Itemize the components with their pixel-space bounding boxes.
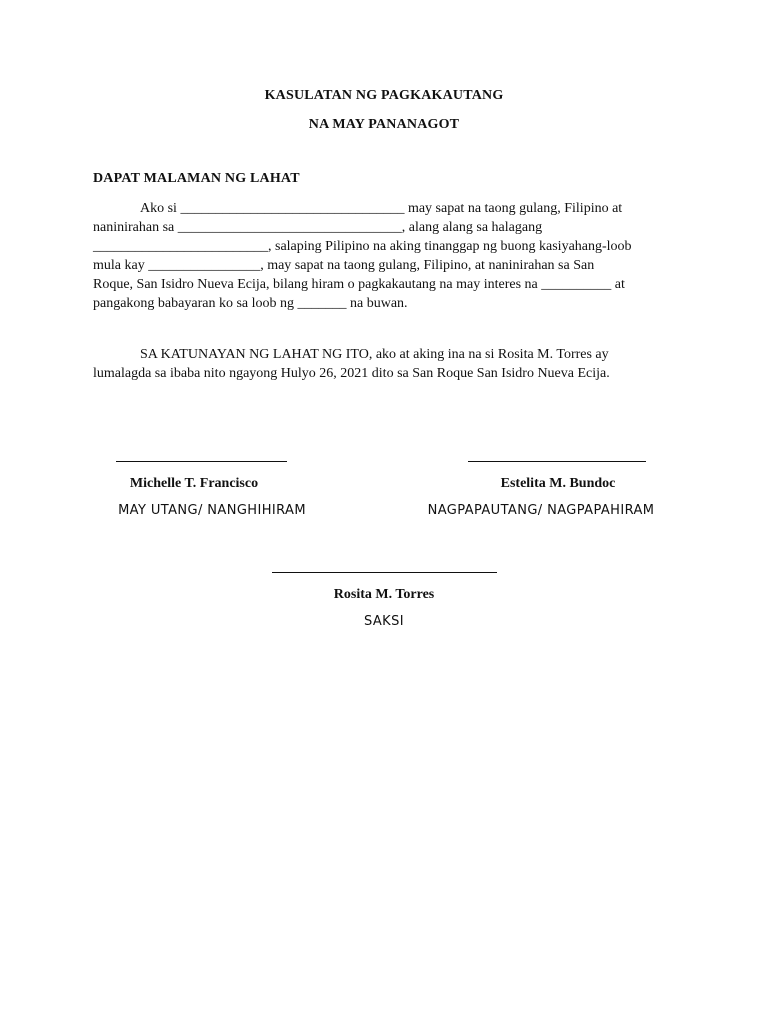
witness-role: SAKSI [364,614,404,629]
borrower-name: Michelle T. Francisco [129,476,259,491]
witness-signature-line [272,572,497,573]
attestation-paragraph [93,345,683,383]
witness-name: Rosita M. Torres [333,587,435,602]
borrower-role: MAY UTANG/ NANGHIHIRAM [118,503,306,518]
document-title: KASULATAN NG PAGKAKAUTANG [264,88,504,103]
document-subtitle: NA MAY PANANAGOT [308,117,460,132]
paragraph-line: _________________________, salaping Pilipino na aking tinanggap ng buong kasiyahang-loob [93,239,632,254]
lender-name: Estelita M. Bundoc [500,476,616,491]
paragraph-line: pangakong babayaran ko sa loob ng _______ na buwan. [93,296,408,311]
paragraph-line: SA KATUNAYAN NG LAHAT NG ITO, ako at aking ina na si Rosita M. Torres ay [140,347,609,362]
paragraph-line: lumalagda sa ibaba nito ngayong Hulyo 26, 2021 dito sa San Roque San Isidro Nueva Ecija. [93,366,610,381]
lender-signature-line [468,461,646,462]
section-heading: DAPAT MALAMAN NG LAHAT [93,171,300,186]
loan-declaration-paragraph [93,199,683,313]
paragraph-line: Ako si ________________________________ may sapat na taong gulang, Filipino at [140,201,623,216]
borrower-signature-line [116,461,287,462]
paragraph-line: mula kay ________________, may sapat na taong gulang, Filipino, at naninirahan sa San [93,258,595,273]
paragraph-line: naninirahan sa ________________________________, alang alang sa halagang [93,220,543,235]
paragraph-line: Roque, San Isidro Nueva Ecija, bilang hiram o pagkakautang na may interes na __________ at [93,277,625,292]
lender-role: NAGPAPAUTANG/ NAGPAPAHIRAM [427,503,655,518]
